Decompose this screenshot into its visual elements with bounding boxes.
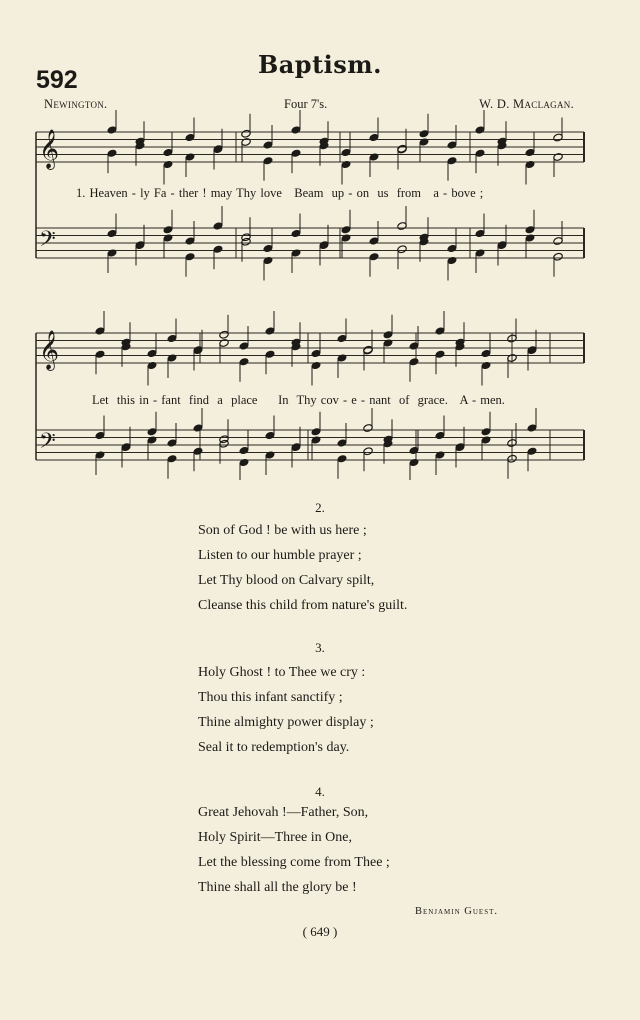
page-number: ( 649 ) (302, 924, 338, 939)
stanza-number: 2. (315, 500, 325, 515)
music-score (0, 0, 640, 480)
verse-line: Holy Spirit—Three in One, (198, 830, 352, 845)
verse-line: Cleanse this child from nature's guilt. (198, 598, 408, 613)
stanza-number: 4. (315, 784, 325, 799)
treble-clef-icon: 𝄞 (39, 330, 60, 370)
lyric-line-2: Let this in - fant find a place In Thy cov - e - nant of grace. A - men. (92, 393, 505, 407)
staff-lines (36, 132, 584, 460)
composer: W. D. Maclagan. (479, 97, 574, 111)
verse-line: Listen to our humble prayer ; (198, 548, 362, 563)
verse-line: Thou this infant sanctify ; (198, 690, 343, 705)
stanza-4 (198, 800, 390, 900)
bass-clef-icon: 𝄢 (39, 227, 56, 257)
tune-name: Newington. (44, 97, 108, 111)
hymn-number: 592 (36, 66, 78, 94)
bass-clef-icon: 𝄢 (39, 429, 56, 459)
treble-clef-icon: 𝄞 (39, 129, 60, 169)
notes (39, 110, 563, 480)
verse-line: Son of God ! be with us here ; (198, 523, 367, 538)
meter: Four 7's. (284, 97, 328, 111)
stanza-2 (198, 518, 407, 618)
section-title: Baptism. (257, 50, 383, 79)
verse-line: Let the blessing come from Thee ; (198, 855, 390, 870)
author: Benjamin Guest. (414, 906, 498, 917)
stanza-number: 3. (315, 640, 325, 655)
verse-line: Let Thy blood on Calvary spilt, (198, 573, 375, 588)
verse-line: Great Jehovah !—Father, Son, (198, 805, 369, 820)
verse-line: Thine shall all the glory be ! (198, 880, 357, 895)
verse-line: Thine almighty power display ; (198, 715, 374, 730)
lyric-line-1: 1. Heaven - ly Fa - ther ! may Thy love Beam up - on us from a - bove ; (76, 186, 484, 200)
verse-line: Seal it to redemption's day. (198, 740, 350, 755)
stanza-3 (198, 660, 374, 760)
verse-line: Holy Ghost ! to Thee we cry : (198, 665, 366, 680)
